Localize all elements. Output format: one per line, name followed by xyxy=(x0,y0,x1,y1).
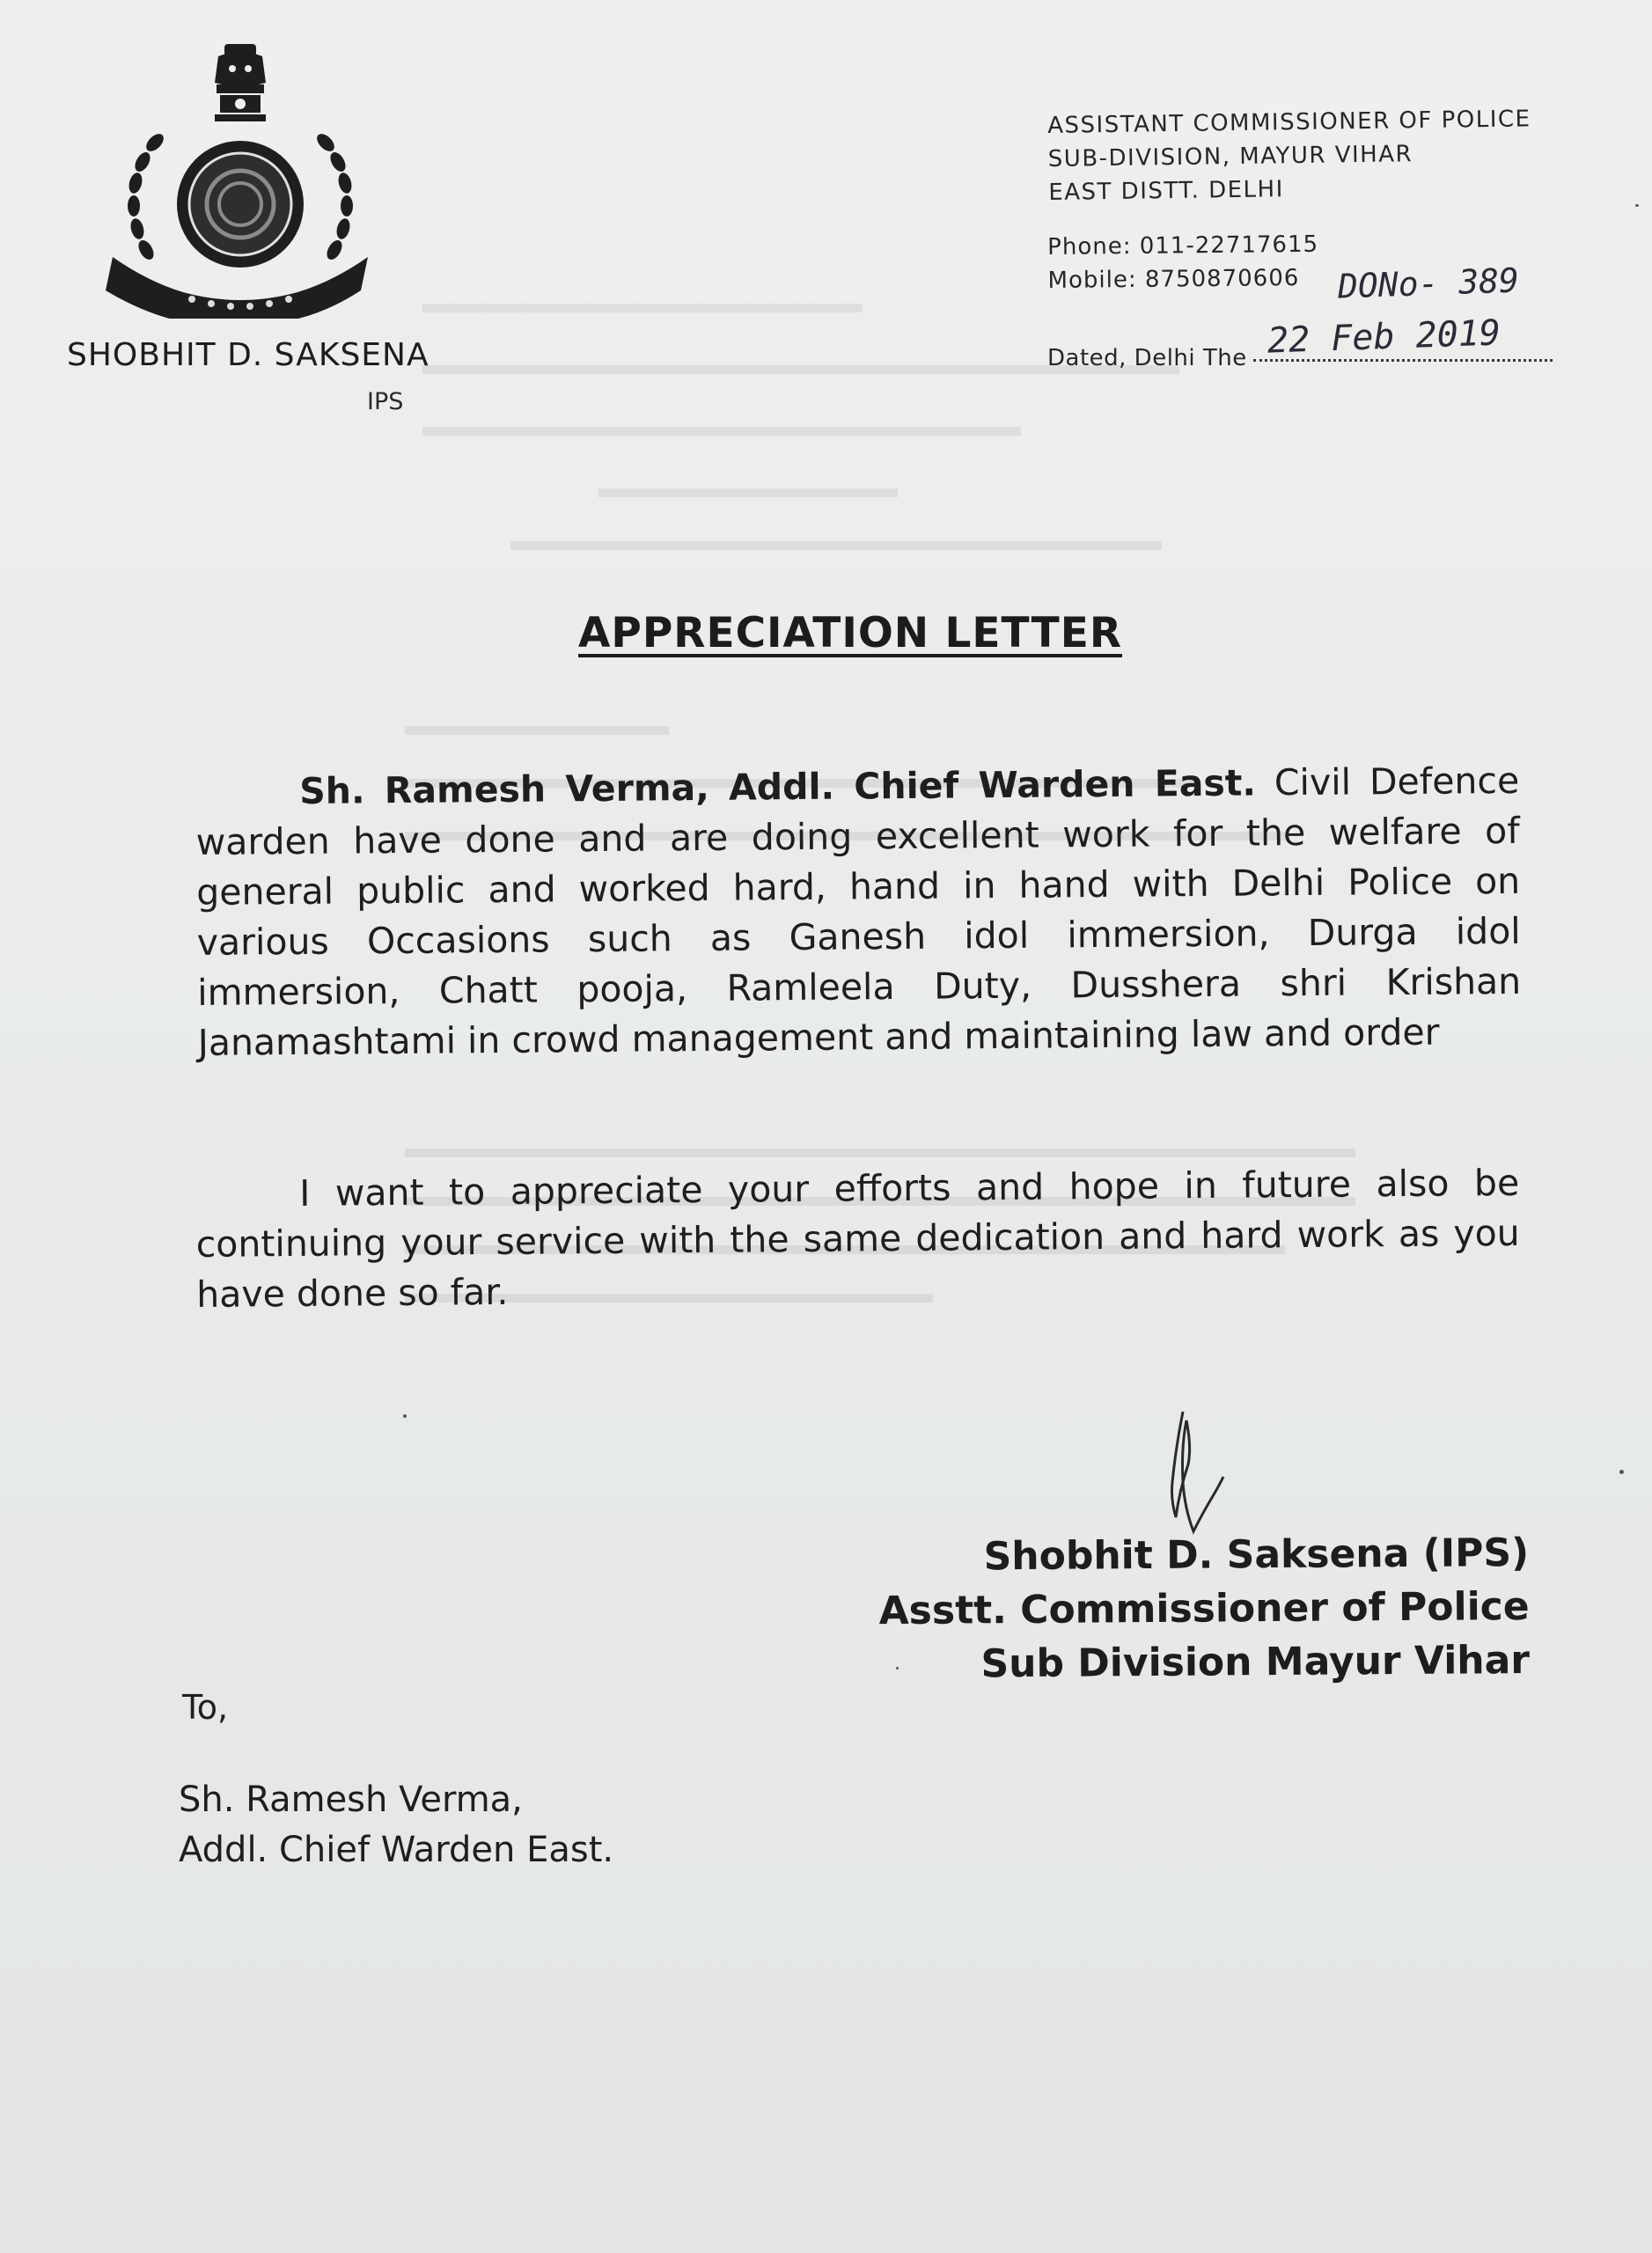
letter-paragraph-1 xyxy=(195,756,1522,1068)
do-number-handwritten: DONo- 389 xyxy=(1337,261,1520,306)
recipient-designation: Addl. Chief Warden East. xyxy=(179,1830,614,1870)
signatory-name: Shobhit D. Saksena (IPS) xyxy=(983,1530,1530,1580)
address-line: ASSISTANT COMMISSIONER OF POLICE xyxy=(1047,106,1531,139)
address-line: EAST DISTT. DELHI xyxy=(1048,176,1284,206)
office-address xyxy=(1047,102,1532,209)
delhi-police-emblem-icon xyxy=(104,37,377,319)
dated-label: Dated, Delhi The xyxy=(1047,345,1247,371)
dated-value-handwritten: 22 Feb 2019 xyxy=(1267,312,1501,362)
letter-title: APPRECIATION LETTER xyxy=(578,609,1123,657)
paper-speck xyxy=(1635,204,1639,207)
signature-block xyxy=(878,1526,1530,1692)
address-line: SUB-DIVISION, MAYUR VIHAR xyxy=(1047,141,1413,172)
paper-speck xyxy=(1619,1470,1624,1474)
recipient-name: Sh. Ramesh Verma, xyxy=(179,1780,523,1820)
phone-number: Phone: 011-22717615 xyxy=(1047,231,1319,261)
mobile-number: Mobile: 8750870606 xyxy=(1047,265,1300,294)
letter-paragraph-2: I want to appreciate your efforts and hope in future also be continuing your service with the same dedication and hard work as you have done so far. xyxy=(195,1161,1520,1316)
paper-speck xyxy=(403,1414,407,1418)
signatory-designation: Asstt. Commissioner of Police xyxy=(878,1583,1530,1634)
paper-speck xyxy=(896,1667,899,1670)
signatory-office: Sub Division Mayur Vihar xyxy=(980,1637,1531,1687)
paragraph-1-body: Civil Defence warden have done and are doing excellent work for the welfare of general public and worked hard, hand in hand with Delhi Police on various Occasions such as Ganesh idol immersion, Durga idol immersion, Chatt pooja, Ramleela Duty, Dusshera shri Krishan Janamashtami in crowd management and maintaining law and order xyxy=(195,759,1522,1064)
recipient-block xyxy=(179,1775,613,1875)
paragraph-1-lead: Sh. Ramesh Verma, Addl. Chief Warden East. xyxy=(299,761,1257,812)
officer-service: IPS xyxy=(367,388,404,415)
to-label: To, xyxy=(182,1688,229,1727)
officer-name: SHOBHIT D. SAKSENA xyxy=(67,337,430,373)
contact-details xyxy=(1047,228,1319,297)
